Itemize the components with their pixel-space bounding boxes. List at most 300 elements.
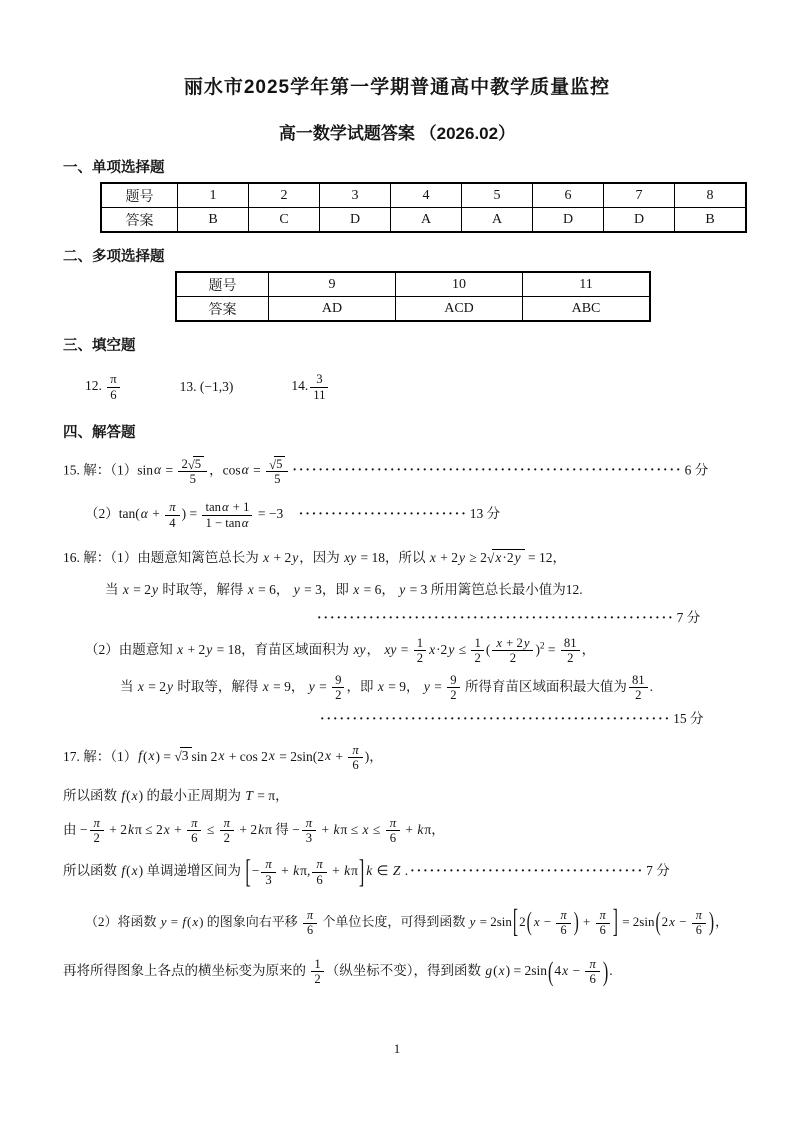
math-text: 81 <box>631 673 645 688</box>
math-var: k <box>258 821 265 837</box>
solution-16-line-2 <box>105 578 754 598</box>
fill-in-answers <box>85 365 754 409</box>
math-text: = −3 <box>254 506 297 522</box>
math-text: − <box>569 962 584 978</box>
math-var: x <box>562 962 569 978</box>
page-number: 1 <box>393 1041 401 1056</box>
math-var: y <box>448 641 455 657</box>
math-text: sin 2 <box>191 748 218 764</box>
math-text: （2）由题意知 <box>85 641 177 657</box>
math-text: 2 <box>661 914 669 929</box>
table-cell: ABC <box>523 297 651 322</box>
table-cell: 6 <box>533 183 604 208</box>
math-text: ) <box>535 641 540 657</box>
math-var: x <box>429 641 436 657</box>
math-text: 5 <box>276 457 283 471</box>
math-text: 6 分 <box>684 462 709 478</box>
math-text: 17. 解：（1） <box>63 748 138 764</box>
math-var: π <box>306 907 314 922</box>
math-var: π <box>169 500 176 515</box>
table-row <box>101 208 746 233</box>
multi-choice-table-body <box>176 272 650 321</box>
math-var: π <box>560 907 567 922</box>
math-var: k <box>293 863 300 879</box>
math-var: k <box>366 863 373 879</box>
math-text: = 12， <box>524 549 566 565</box>
math-var: k <box>333 821 340 837</box>
math-fraction <box>178 456 207 486</box>
math-var: x <box>533 914 540 929</box>
math-var: x <box>218 748 225 764</box>
math-text: )， <box>364 748 383 764</box>
math-text: ( <box>485 641 491 657</box>
math-text: （2）tan( <box>85 506 140 522</box>
table-row <box>101 183 746 208</box>
math-text: + 2 <box>436 549 458 565</box>
math-var: α <box>241 462 249 478</box>
math-var: x <box>495 549 502 565</box>
math-fraction <box>90 816 104 845</box>
math-text: （纵坐标不变），得到函数 <box>325 962 485 978</box>
math-text: + 2 <box>184 641 206 657</box>
math-var: y <box>469 914 476 929</box>
fill-in-answer-12 <box>85 372 122 401</box>
math-var: x <box>247 581 254 597</box>
solution-15-line-2 <box>85 500 754 529</box>
table-cell: 7 <box>604 183 675 208</box>
math-text: 由 − <box>63 821 88 837</box>
section-heading-single-choice: 一、单项选择题 <box>63 160 165 176</box>
math-text: 2 <box>314 972 321 987</box>
math-text: + <box>332 748 347 764</box>
table-cell: 3 <box>320 183 391 208</box>
math-text: + 2 <box>270 549 292 565</box>
math-var: xy <box>384 641 397 657</box>
table-cell: A <box>391 208 462 233</box>
math-var: y <box>458 549 465 565</box>
math-text: = <box>397 641 412 657</box>
math-text: 所以函数 <box>63 788 121 804</box>
math-bracket: [ <box>245 853 251 890</box>
table-cell: 题号 <box>176 272 269 297</box>
math-fraction <box>220 816 234 845</box>
math-fraction <box>312 857 326 886</box>
math-superscript: 2 <box>539 640 545 651</box>
dot-leader: ······················································ <box>320 710 672 726</box>
math-text: 3 <box>316 372 323 387</box>
table-cell: ACD <box>396 297 523 322</box>
table-cell: 4 <box>391 183 462 208</box>
math-var: x <box>137 679 144 695</box>
table-cell: 10 <box>396 272 523 297</box>
table-cell: B <box>178 208 249 233</box>
math-var: y <box>523 635 530 650</box>
math-text: 6 <box>316 872 323 887</box>
math-text: = 2sin <box>618 914 655 929</box>
math-var: f <box>121 788 126 804</box>
math-sqrt: √x·2y <box>487 549 525 566</box>
math-var: x <box>177 641 184 657</box>
solution-16-score-line-1 <box>315 606 754 626</box>
math-text: 9 <box>450 673 457 688</box>
math-var: y <box>293 581 300 597</box>
math-text: ≥ 2 <box>465 549 487 565</box>
math-var: α <box>241 515 249 530</box>
math-bracket: ( <box>547 956 554 988</box>
math-text: 6 <box>352 757 359 772</box>
math-fraction <box>692 909 706 937</box>
math-text: 1 <box>474 635 481 650</box>
math-var: y <box>292 549 299 565</box>
math-text: ) 的最小正周期为 <box>138 788 245 804</box>
math-text: 2 <box>416 651 424 666</box>
fill-in-answer-14 <box>291 372 330 401</box>
math-text: 2 <box>335 688 342 703</box>
math-text: = <box>162 462 177 478</box>
math-text: 15. 解：（1）sin <box>63 462 154 478</box>
math-var: xy <box>344 549 357 565</box>
math-var: π <box>352 742 359 757</box>
math-text: ≤ <box>203 821 218 837</box>
math-text: 4 <box>554 962 562 978</box>
math-text: ) = <box>181 506 201 522</box>
math-text: = 6， <box>360 581 399 597</box>
math-bracket: ) <box>573 908 579 937</box>
math-text: ，即 <box>346 679 377 695</box>
math-text: 16. 解：（1）由题意知篱笆总长为 <box>63 549 263 565</box>
math-text: 9 <box>335 673 342 688</box>
table-cell: 答案 <box>176 297 269 322</box>
math-text: 7 分 <box>646 863 670 879</box>
table-cell: B <box>675 208 747 233</box>
math-text: = 18，所以 <box>357 549 429 565</box>
table-cell: D <box>533 208 604 233</box>
math-fraction <box>629 673 648 702</box>
math-fraction <box>165 500 179 529</box>
table-row <box>176 272 650 297</box>
math-fraction <box>561 636 580 665</box>
math-text: 6 <box>306 922 314 937</box>
math-text: 13 分 <box>469 506 501 522</box>
table-cell: 2 <box>249 183 320 208</box>
math-text: 再将所得图象上各点的横坐标变为原来的 <box>63 962 310 978</box>
math-text: = 9， <box>269 679 308 695</box>
math-text: 当 <box>105 581 122 597</box>
math-text: ， <box>715 914 729 929</box>
table-cell: 答案 <box>101 208 178 233</box>
math-text: 3 <box>181 748 189 764</box>
math-text: = <box>430 679 446 695</box>
math-var: y <box>399 581 406 597</box>
math-var: x <box>262 679 269 695</box>
math-var: y <box>514 549 521 565</box>
math-var: α <box>154 462 162 478</box>
document-title: 丽水市2025学年第一学期普通高中教学质量监控 <box>183 77 611 98</box>
math-text: 6 <box>110 387 117 402</box>
math-text: ( <box>187 914 192 929</box>
math-fraction <box>332 673 344 702</box>
math-var: π <box>695 907 702 922</box>
math-text: 当 <box>120 679 137 695</box>
math-text: = <box>315 679 331 695</box>
math-sqrt: √3 <box>174 747 191 764</box>
math-text: 1 <box>314 957 321 972</box>
math-text: ≤ <box>369 821 384 837</box>
math-var: x <box>377 679 384 695</box>
math-text: 6 <box>191 831 198 846</box>
math-text: . <box>609 962 613 978</box>
math-text: ，因为 <box>299 549 344 565</box>
math-text: 个单位长度，可得到函数 <box>319 914 469 929</box>
math-var: x <box>148 748 155 764</box>
math-var: x <box>496 635 502 650</box>
math-fraction <box>596 909 610 937</box>
math-text: 所以函数 <box>63 863 121 879</box>
math-sqrt: √5 <box>188 456 204 471</box>
solution-16-line-3 <box>85 636 754 665</box>
math-var: x <box>263 549 270 565</box>
math-var: f <box>121 863 126 879</box>
math-var: π <box>589 957 596 972</box>
math-text: π, <box>300 863 311 879</box>
math-text: ， <box>366 641 384 657</box>
math-fraction <box>302 816 316 845</box>
math-text: ( <box>126 863 131 879</box>
math-var: y <box>308 679 315 695</box>
math-text: ) = <box>155 748 175 764</box>
dot-leader: ···································· <box>410 863 645 879</box>
solution-15-line-1 <box>63 456 754 486</box>
math-text: . <box>401 863 409 879</box>
math-var: k <box>417 821 424 837</box>
single-choice-table-body <box>101 183 746 232</box>
math-text: π， <box>424 821 445 837</box>
math-text: = 18，育苗区域面积为 <box>213 641 353 657</box>
math-var: x <box>325 748 332 764</box>
math-text: = 2sin <box>476 914 512 929</box>
math-fraction <box>266 456 288 486</box>
math-text: = <box>544 641 559 657</box>
math-bracket: ) <box>708 908 715 937</box>
section-heading-fill-in: 三、填空题 <box>63 338 136 354</box>
math-text: + 2 <box>502 635 523 650</box>
math-text: ( <box>493 962 498 978</box>
math-text: 2 <box>450 688 457 703</box>
math-text: = <box>249 462 265 478</box>
math-var: π <box>93 816 100 831</box>
solution-16-score-line-2 <box>318 707 754 727</box>
table-row <box>176 297 650 322</box>
math-text: = 9， <box>384 679 423 695</box>
math-text: − <box>251 863 260 879</box>
math-text: + 1 <box>229 500 250 515</box>
math-text: 时取等，解得 <box>159 581 247 597</box>
math-var: x <box>498 962 505 978</box>
math-var: x <box>362 821 369 837</box>
math-var: π <box>389 816 397 831</box>
math-text: 1 <box>416 635 424 650</box>
table-cell: D <box>320 208 391 233</box>
math-text: 13. (−1,3) <box>179 379 234 394</box>
math-var: π <box>223 816 230 831</box>
math-text: = 6， <box>254 581 293 597</box>
math-text: ) = 2sin <box>505 962 547 978</box>
math-var: y <box>423 679 430 695</box>
math-text: 3 <box>265 872 272 887</box>
math-text: = 3 所用篱笆总长最小值为12. <box>406 581 583 597</box>
math-var: π <box>265 857 272 872</box>
math-var: k <box>344 863 351 879</box>
math-var: π <box>191 816 198 831</box>
math-text: = <box>167 914 182 929</box>
math-fraction <box>261 857 275 886</box>
math-text: π 得 − <box>265 821 300 837</box>
math-text: 4 <box>169 515 176 530</box>
math-var: y <box>206 641 213 657</box>
math-var: x <box>268 748 275 764</box>
dot-leader: ···························································· <box>292 462 683 478</box>
math-var: x <box>669 914 675 929</box>
math-fraction <box>303 909 317 937</box>
table-cell: 8 <box>675 183 747 208</box>
document-subtitle: 高一数学试题答案 （2026.02） <box>278 124 516 143</box>
math-text: 12. <box>85 378 106 394</box>
math-var: x <box>192 914 199 929</box>
math-text: 6 <box>389 831 397 846</box>
math-bracket: ( <box>655 908 661 937</box>
math-var: f <box>138 748 143 764</box>
multi-choice-answer-table <box>175 271 651 322</box>
math-text: + <box>277 863 293 879</box>
math-text: = 2sin(2 <box>275 748 325 764</box>
math-var: π <box>305 816 313 831</box>
math-var: y <box>167 679 173 695</box>
math-var: α <box>221 500 229 515</box>
math-text: 5 <box>194 457 202 471</box>
table-cell: 5 <box>462 183 533 208</box>
math-text: ·2 <box>502 549 514 565</box>
math-text: − <box>540 914 555 929</box>
math-fraction <box>471 636 483 665</box>
solution-17-line-1 <box>63 743 754 772</box>
math-text: 2 <box>474 651 481 666</box>
math-text: 6 <box>695 922 702 937</box>
math-text: ( <box>126 788 131 804</box>
math-text: 1 − tan <box>205 515 241 530</box>
math-text: = π， <box>253 788 289 804</box>
math-text: 2 <box>223 831 230 846</box>
math-text: （2）将函数 <box>85 914 160 929</box>
math-bracket: ] <box>358 853 365 890</box>
math-text: + cos 2 <box>225 748 268 764</box>
math-var: x <box>131 863 138 879</box>
math-text: 11 <box>313 387 326 402</box>
table-cell: 11 <box>523 272 651 297</box>
math-text: 2 <box>635 688 642 703</box>
math-text: tan <box>205 500 221 515</box>
math-var: k <box>127 821 134 837</box>
math-text: 2 <box>181 457 188 471</box>
table-cell: C <box>249 208 320 233</box>
math-var: π <box>316 857 323 872</box>
math-text: + <box>170 821 186 837</box>
math-text: 6 <box>560 922 567 937</box>
table-cell: 1 <box>178 183 249 208</box>
math-var: y <box>160 914 167 929</box>
math-text: = 2 <box>144 679 166 695</box>
math-text: . <box>649 679 653 695</box>
math-text: ≤ <box>455 641 470 657</box>
math-text: + 2 <box>235 821 258 837</box>
math-text: = 2 <box>129 581 151 597</box>
math-var: xy <box>353 641 366 657</box>
math-text: 2 <box>519 914 526 929</box>
math-text: 3 <box>305 831 313 846</box>
math-text: 所得育苗区域面积最大值为 <box>461 679 627 695</box>
math-var: x <box>131 788 138 804</box>
math-text: ， <box>581 641 596 657</box>
math-text: π <box>351 863 358 879</box>
math-fraction <box>492 636 533 665</box>
math-var: T <box>245 788 253 804</box>
math-text: + 2 <box>105 821 127 837</box>
math-var: x <box>353 581 360 597</box>
math-var: Z <box>392 863 401 879</box>
math-var: y <box>152 581 158 597</box>
math-fraction <box>348 743 362 772</box>
math-var: x <box>163 821 170 837</box>
math-text: 7 分 <box>676 609 701 625</box>
math-fraction <box>202 500 252 529</box>
table-cell: A <box>462 208 533 233</box>
math-fraction <box>386 816 400 845</box>
solution-17-line-3 <box>63 816 754 845</box>
solution-17-line-4 <box>63 853 754 890</box>
math-fraction <box>107 372 119 401</box>
math-sqrt: √5 <box>269 456 285 471</box>
math-text: + <box>148 506 164 522</box>
math-text: 6 <box>589 972 596 987</box>
math-var: π <box>599 907 606 922</box>
solution-16-line-4 <box>120 673 754 702</box>
math-text: ) 的图象向右平移 <box>199 914 301 929</box>
math-fraction <box>556 909 570 937</box>
math-var: f <box>182 914 187 929</box>
dot-leader: ······················································· <box>317 609 675 625</box>
math-fraction <box>310 372 328 401</box>
math-text: − <box>675 914 690 929</box>
table-cell: D <box>604 208 675 233</box>
table-cell: 9 <box>269 272 396 297</box>
math-fraction <box>311 957 323 986</box>
math-text: 2 <box>93 831 100 846</box>
math-fraction <box>414 636 426 665</box>
math-bracket: [ <box>512 904 519 941</box>
math-fraction <box>187 816 201 845</box>
math-text: = 3，即 <box>300 581 353 597</box>
section-heading-solutions: 四、解答题 <box>63 425 136 441</box>
solution-17-line-2 <box>63 784 754 804</box>
math-var: α <box>140 506 148 522</box>
table-cell: 题号 <box>101 183 178 208</box>
math-text: 81 <box>563 635 577 650</box>
section-heading-multi-choice: 二、多项选择题 <box>63 249 165 265</box>
math-text: 15 分 <box>673 710 704 726</box>
math-text: π ≤ 2 <box>134 821 163 837</box>
math-bracket: ] <box>612 904 618 941</box>
math-text: 2 <box>509 651 517 666</box>
table-cell: AD <box>269 297 396 322</box>
